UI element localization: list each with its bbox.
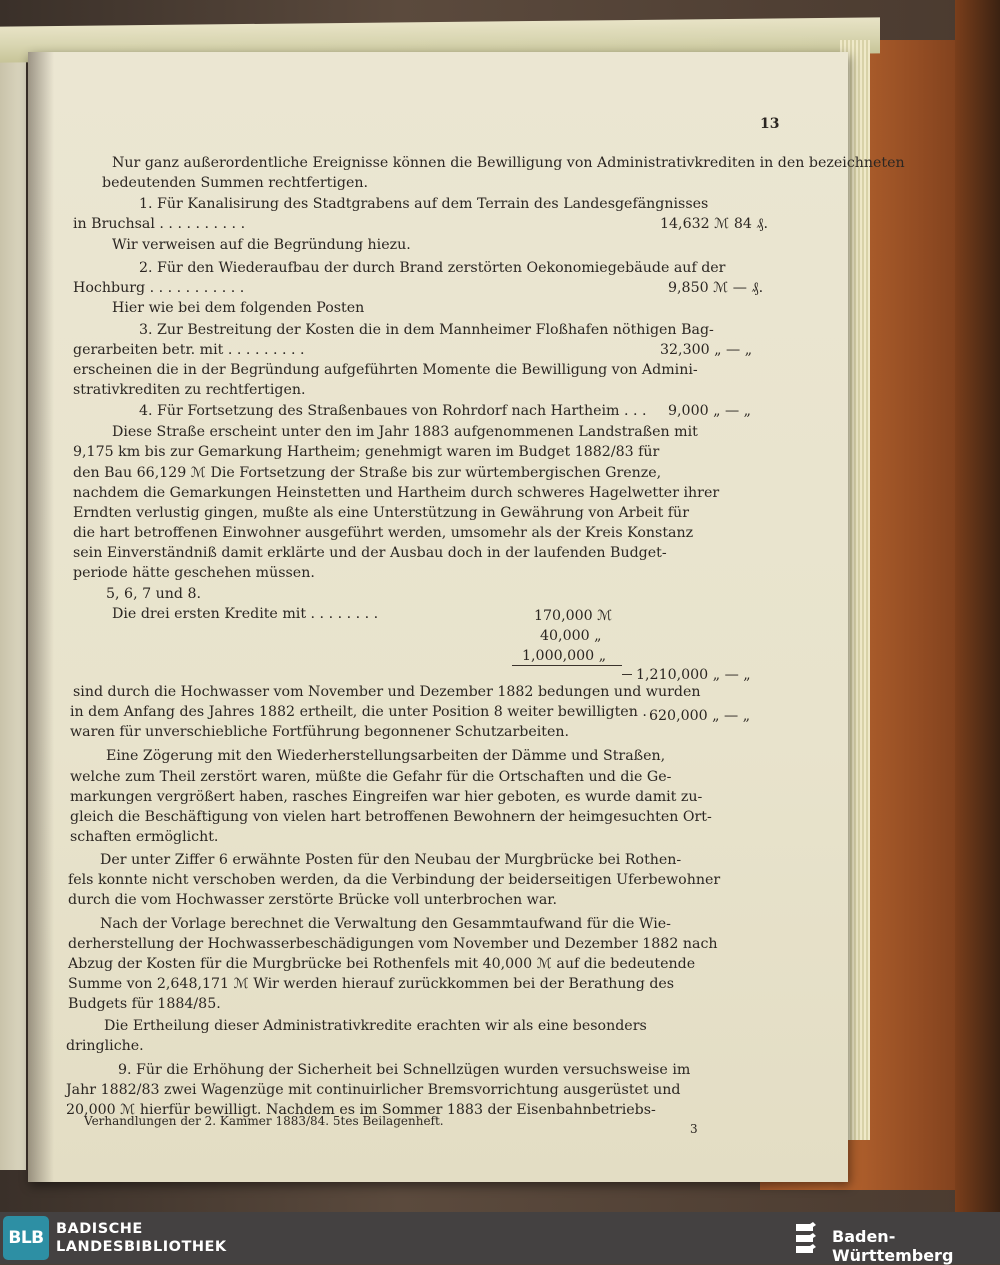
amount-value: 620,000 „ — „ (649, 708, 751, 724)
amount-value: 1,000,000 „ (522, 648, 607, 664)
text-line: 1. Für Kanalisirung des Stadtgrabens auf dem Terrain des Landesgefängnisses (139, 196, 709, 212)
text-line: waren für unverschiebliche Fortführung begonnener Schutzarbeiten. (70, 724, 570, 740)
text-line: strativkrediten zu rechtfertigen. (73, 382, 306, 398)
viewer-footer-bar (0, 1212, 1000, 1264)
library-name-line1: BADISCHE (56, 1221, 143, 1237)
text-line: Erndten verlustig gingen, mußte als eine Unterstützung in Gewährung von Arbeit für (73, 505, 689, 521)
text-line: Hochburg . . . . . . . . . . . (73, 280, 245, 296)
text-line: Nach der Vorlage berechnet die Verwaltung den Gesammtaufwand für die Wie- (100, 916, 671, 932)
text-line: dringliche. (66, 1038, 144, 1054)
text-line: Die Ertheilung dieser Administrativkredite erachten wir als eine besonders (104, 1018, 647, 1034)
text-line: erscheinen die in der Begründung aufgeführten Momente die Bewilligung von Admini- (73, 362, 698, 378)
text-line: Hier wie bei dem folgenden Posten (112, 300, 365, 316)
amount-value: 9,850 ℳ — ₰. (668, 280, 764, 296)
text-line: schaften ermöglicht. (70, 829, 219, 845)
amount-value: 40,000 „ (540, 628, 602, 644)
text-line: in Bruchsal . . . . . . . . . . (73, 216, 246, 232)
amount-value: 170,000 ℳ (534, 608, 613, 624)
sum-rule (512, 665, 622, 666)
text-line: in dem Anfang des Jahres 1882 ertheilt, die unter Position 8 weiter bewilligten . (70, 704, 647, 720)
library-name[interactable] (56, 1220, 227, 1256)
text-line: die hart betroffenen Einwohner ausgeführt werden, umsomehr als der Kreis Konstanz (73, 525, 694, 541)
text-line: 5, 6, 7 und 8. (106, 586, 202, 602)
text-line: Wir verweisen auf die Begründung hiezu. (112, 237, 411, 253)
text-line: durch die vom Hochwasser zerstörte Brücke voll unterbrochen war. (68, 892, 558, 908)
text-line: 9. Für die Erhöhung der Sicherheit bei Schnellzügen wurden versuchsweise im (118, 1062, 691, 1078)
text-line: Eine Zögerung mit den Wiederherstellungsarbeiten der Dämme und Straßen, (106, 748, 666, 764)
text-line: bedeutenden Summen rechtfertigen. (102, 175, 369, 191)
footer-signature-number: 3 (690, 1122, 698, 1136)
text-line: Jahr 1882/83 zwei Wagenzüge mit continuirlicher Bremsvorrichtung ausgerüstet und (66, 1082, 681, 1098)
text-line: 2. Für den Wiederaufbau der durch Brand zerstörten Oekonomiegebäude auf der (139, 260, 726, 276)
text-line: Der unter Ziffer 6 erwähnte Posten für den Neubau der Murgbrücke bei Rothen- (100, 852, 682, 868)
text-line: gleich die Beschäftigung von vielen hart betroffenen Bewohnern der heimgesuchten Ort- (70, 809, 712, 825)
text-line: sein Einverständniß damit erklärte und der Ausbau doch in der laufenden Budget- (73, 545, 667, 561)
amount-value: 32,300 „ — „ (660, 342, 753, 358)
text-line: Diese Straße erscheint unter den im Jahr 1883 aufgenommenen Landstraßen mit (112, 424, 698, 440)
text-line: Nur ganz außerordentliche Ereignisse können die Bewilligung von Administrativkrediten in den bezeichneten (112, 155, 905, 171)
text-line: markungen vergrößert haben, rasches Eingreifen war hier geboten, es wurde damit zu- (70, 789, 703, 805)
text-line: fels konnte nicht verschoben werden, da die Verbindung der beiderseitigen Uferbewohner (68, 872, 721, 888)
facing-page-edge (0, 60, 26, 1170)
text-line: sind durch die Hochwasser vom November und Dezember 1882 bedungen und wurden (73, 684, 701, 700)
footer-citation: Verhandlungen der 2. Kammer 1883/84. 5tes Beilagenheft. (84, 1114, 444, 1128)
spine-shadow (28, 52, 54, 1182)
text-line: derherstellung der Hochwasserbeschädigungen vom November und Dezember 1882 nach (68, 936, 718, 952)
text-line: Die drei ersten Kredite mit . . . . . . . . (112, 606, 379, 622)
lions-emblem-icon (793, 1220, 819, 1256)
document-page (28, 52, 905, 1182)
text-line: welche zum Theil zerstört waren, müßte die Gefahr für die Ortschaften und die Ge- (70, 769, 672, 785)
amount-value: 9,000 „ — „ (668, 403, 752, 419)
text-line: den Bau 66,129 ℳ Die Fortsetzung der Straße bis zur würtembergischen Grenze, (73, 465, 662, 481)
text-line: gerarbeiten betr. mit . . . . . . . . . (73, 342, 305, 358)
text-line: periode hätte geschehen müssen. (73, 565, 315, 581)
text-line: Budgets für 1884/85. (68, 996, 221, 1012)
text-line: 20,000 ℳ hierfür bewilligt. Nachdem es im Sommer 1883 der Eisenbahnbetriebs- (66, 1102, 656, 1118)
text-line: Summe von 2,648,171 ℳ Wir werden hierauf zurückkommen bei der Berathung des (68, 976, 675, 992)
text-line: Abzug der Kosten für die Murgbrücke bei Rothenfels mit 40,000 ℳ auf die bedeutende (68, 956, 696, 972)
text-line: 3. Zur Bestreitung der Kosten die in dem Mannheimer Floßhafen nöthigen Bag- (139, 322, 714, 338)
blb-logo[interactable]: BLB (3, 1216, 49, 1260)
text-line: 4. Für Fortsetzung des Straßenbaues von Rohrdorf nach Hartheim . . . (139, 403, 647, 419)
amount-value: 14,632 ℳ 84 ₰. (660, 216, 768, 232)
amount-value: 1,210,000 „ — „ (636, 667, 751, 683)
sum-rule-dash (622, 674, 632, 675)
book-cover-shadow (955, 0, 1000, 1212)
text-line: nachdem die Gemarkungen Heinstetten und Hartheim durch schweres Hagelwetter ihrer (73, 485, 720, 501)
library-name-line2: LANDESBIBLIOTHEK (56, 1239, 227, 1255)
page-number: 13 (760, 116, 780, 132)
state-name[interactable]: Baden-Württemberg (832, 1227, 954, 1265)
text-line: 9,175 km bis zur Gemarkung Hartheim; genehmigt waren im Budget 1882/83 für (73, 444, 660, 460)
